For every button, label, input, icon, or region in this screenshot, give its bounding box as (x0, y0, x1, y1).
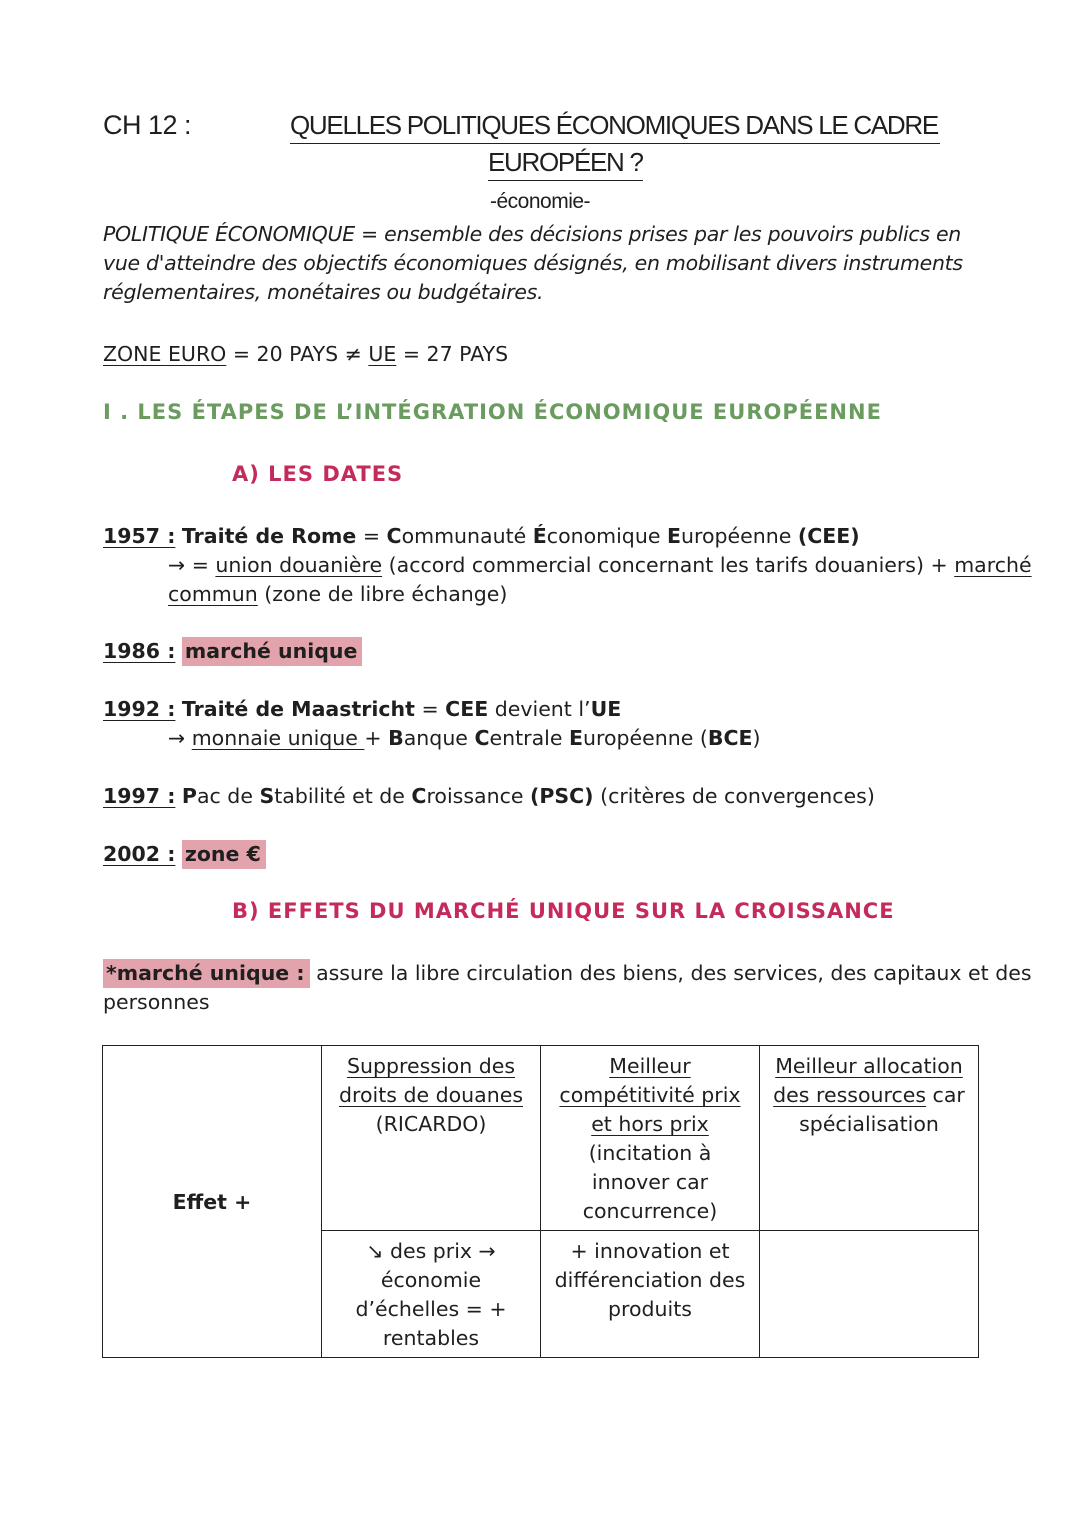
table-cell (541, 1046, 760, 1231)
treaty-maastricht: Traité de Maastricht (181, 697, 415, 721)
initial-s: S (259, 784, 275, 808)
table-cell (322, 1231, 541, 1358)
word-economique: conomique (546, 524, 667, 548)
zone-euro-label: ZONE EURO (103, 342, 227, 366)
abbr-cee: CEE (445, 697, 489, 721)
chapter-label: CH 12 : (103, 110, 192, 140)
effect-label-cell (103, 1046, 322, 1358)
col1-head: Suppression des droits de douanes (339, 1054, 523, 1107)
marche-unique-text: assure la libre circulation des biens, des services, des capitaux et des (309, 961, 1032, 985)
subsection-heading-a: A) LES DATES (232, 462, 404, 486)
year-1957: 1957 : (103, 524, 176, 548)
treaty-rome: Traité de Rome (181, 524, 357, 548)
table-cell (760, 1231, 979, 1358)
arrow-icon: → (168, 726, 192, 750)
initial-e2: E (666, 524, 681, 548)
section-heading-1: I . LES ÉTAPES DE L’INTÉGRATION ÉCONOMIQUE EUROPÉENNE (103, 400, 882, 424)
definition-paragraph: POLITIQUE ÉCONOMIQUE = ensemble des décisions prises par les pouvoirs publics en vue d'atteindre des objectifs économiques désignés, en mobilisant divers instruments réglementaires, monétaires ou budgétaires. (103, 222, 963, 304)
page-title-line2: EUROPÉEN ? (488, 147, 643, 181)
initial-e: É (532, 524, 547, 548)
year-1986: 1986 : (103, 639, 176, 663)
date-1957-detail (168, 551, 1032, 580)
table-row (103, 1046, 979, 1231)
union-douaniere: union douanière (215, 553, 383, 577)
zone-line (103, 340, 508, 369)
date-entry-1957 (103, 522, 860, 551)
equals-sign: = (414, 697, 446, 721)
marche-commun-part2: commun (168, 582, 258, 606)
initial-c: C (386, 524, 402, 548)
initial-e: E (568, 726, 583, 750)
highlight-marche-unique: marché unique (182, 637, 362, 666)
initial-b: B (388, 726, 404, 750)
psc-desc: (critères de convergences) (593, 784, 875, 808)
abbr-cee: (CEE) (797, 524, 860, 548)
initial-p: P (181, 784, 197, 808)
col2-note: (incitation à innover car concurrence) (582, 1141, 718, 1223)
abbr-bce: BCE (707, 726, 753, 750)
col1-effect: ↘ des prix → économie d’échelles = + rentables (355, 1239, 507, 1350)
word-pac: ac de (196, 784, 260, 808)
table-cell (760, 1046, 979, 1231)
year-1992: 1992 : (103, 697, 176, 721)
page-subtitle: -économie- (490, 190, 591, 213)
marche-commun-part1: marché (954, 553, 1032, 577)
arrow-icon: → = (168, 553, 216, 577)
table-cell (541, 1231, 760, 1358)
initial-c: C (474, 726, 490, 750)
word-banque: anque (403, 726, 475, 750)
highlight-marche-unique-label: *marché unique : (103, 959, 310, 988)
effect-label: Effet + (172, 1190, 252, 1214)
plus-sign: + (364, 726, 389, 750)
highlight-zone-euro: zone € (182, 840, 266, 869)
marche-unique-definition (103, 959, 1032, 988)
page-title-line1: QUELLES POLITIQUES ÉCONOMIQUES DANS LE CADRE (290, 110, 940, 144)
initial-c: C (411, 784, 427, 808)
subsection-heading-b: B) EFFETS DU MARCHÉ UNIQUE SUR LA CROISSANCE (232, 899, 895, 923)
col2-head: Meilleur compétitivité prix et hors prix (559, 1054, 741, 1136)
year-1997: 1997 : (103, 784, 176, 808)
date-1992-detail (168, 724, 761, 753)
close-paren: ) (752, 726, 761, 750)
date-entry-1992 (103, 695, 621, 724)
table-cell (322, 1046, 541, 1231)
marche-commun-desc: (zone de libre échange) (257, 582, 508, 606)
abbr-psc: (PSC) (529, 784, 594, 808)
date-entry-2002 (103, 840, 266, 869)
ue-label: UE (368, 342, 397, 366)
date-entry-1997 (103, 782, 875, 811)
word-stabilite: tabilité et de (274, 784, 412, 808)
col3-note: car spécialisation (799, 1083, 965, 1136)
effects-table (102, 1045, 979, 1358)
col3-head: Meilleur allocation des ressources (773, 1054, 963, 1107)
monnaie-unique: monnaie unique (191, 726, 365, 750)
union-desc: (accord commercial concernant les tarifs douaniers) + (382, 553, 955, 577)
col1-note: (RICARDO) (375, 1112, 487, 1136)
word-communaute: ommunauté (401, 524, 533, 548)
date-entry-1986 (103, 637, 362, 666)
word-centrale: entrale (489, 726, 569, 750)
equals-sign: = (356, 524, 387, 548)
word-europeenne: uropéenne ( (582, 726, 708, 750)
ue-count: = 27 PAYS (396, 342, 509, 366)
word-devient: devient l’ (488, 697, 591, 721)
date-1957-detail-2 (168, 580, 507, 609)
word-europeenne: uropéenne (680, 524, 798, 548)
year-2002: 2002 : (103, 842, 176, 866)
zone-euro-count: = 20 PAYS ≠ (226, 342, 369, 366)
col2-effect: + innovation et différenciation des produits (554, 1239, 746, 1321)
abbr-ue: UE (590, 697, 622, 721)
marche-unique-definition-2: personnes (103, 990, 210, 1014)
word-croissance: roissance (426, 784, 530, 808)
